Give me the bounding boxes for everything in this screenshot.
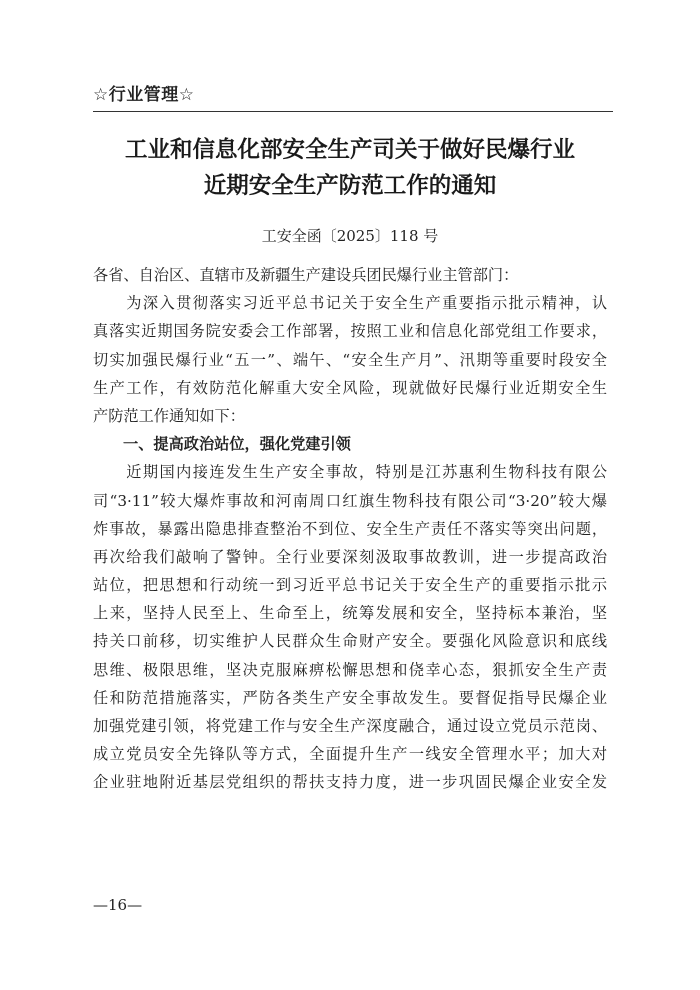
- body-line: 成立党员安全先锋队等方式，全面提升生产一线安全管理水平；加大对: [93, 745, 607, 764]
- body-line: 站位，把思想和行动统一到习近平总书记关于安全生产的重要指示批示: [93, 576, 607, 595]
- body-line: 生产工作，有效防范化解重大安全风险，现就做好民爆行业近期安全生: [93, 378, 607, 397]
- body-line: 加强党建引领，将党建工作与安全生产深度融合，通过设立党员示范岗、: [93, 717, 607, 735]
- body-line: 为深入贯彻落实习近平总书记关于安全生产重要指示批示精神，认: [93, 294, 607, 313]
- document-number: 工安全函〔2025〕118 号: [261, 227, 439, 245]
- document-body: [93, 261, 607, 797]
- body-line: 真落实近期国务院安委会工作部署，按照工业和信息化部党组工作要求，: [93, 322, 607, 341]
- title-line-1: 工业和信息化部安全生产司关于做好民爆行业: [124, 137, 575, 163]
- body-line: 切实加强民爆行业“五一”、端午、“安全生产月”、汛期等重要时段安全: [93, 350, 607, 369]
- page-number: —16—: [93, 896, 143, 914]
- body-line: 近期国内接连发生生产安全事故，特别是江苏惠利生物科技有限公: [93, 463, 607, 482]
- body-line: 产防范工作通知如下：: [93, 406, 245, 425]
- title-line-2: 近期安全生产防范工作的通知: [203, 173, 497, 199]
- body-line: 思维、极限思维，坚决克服麻痹松懈思想和侥幸心态，狠抓安全生产责: [93, 660, 607, 679]
- body-line: 炸事故，暴露出隐患排查整治不到位、安全生产责任不落实等突出问题，: [93, 519, 607, 538]
- body-line: 司“3·11”较大爆炸事故和河南周口红旗生物科技有限公司“3·20”较大爆: [93, 491, 607, 510]
- body-line: 再次给我们敲响了警钟。全行业要深刻汲取事故教训，进一步提高政治: [93, 547, 607, 566]
- section-heading: 一、提高政治站位，强化党建引领: [123, 435, 351, 454]
- body-line: 任和防范措施落实，严防各类生产安全事故发生。要督促指导民爆企业: [93, 688, 607, 707]
- document-title: [80, 132, 620, 204]
- body-line: 企业驻地附近基层党组织的帮扶支持力度，进一步巩固民爆企业安全发: [93, 773, 607, 792]
- section-header: ☆行业管理☆: [93, 82, 613, 112]
- body-line: 上来，坚持人民至上、生命至上，统筹发展和安全，坚持标本兼治，坚: [93, 604, 607, 623]
- addressee-line: 各省、自治区、直辖市及新疆生产建设兵团民爆行业主管部门：: [93, 266, 519, 284]
- body-line: 持关口前移，切实维护人民群众生命财产安全。要强化风险意识和底线: [93, 632, 607, 651]
